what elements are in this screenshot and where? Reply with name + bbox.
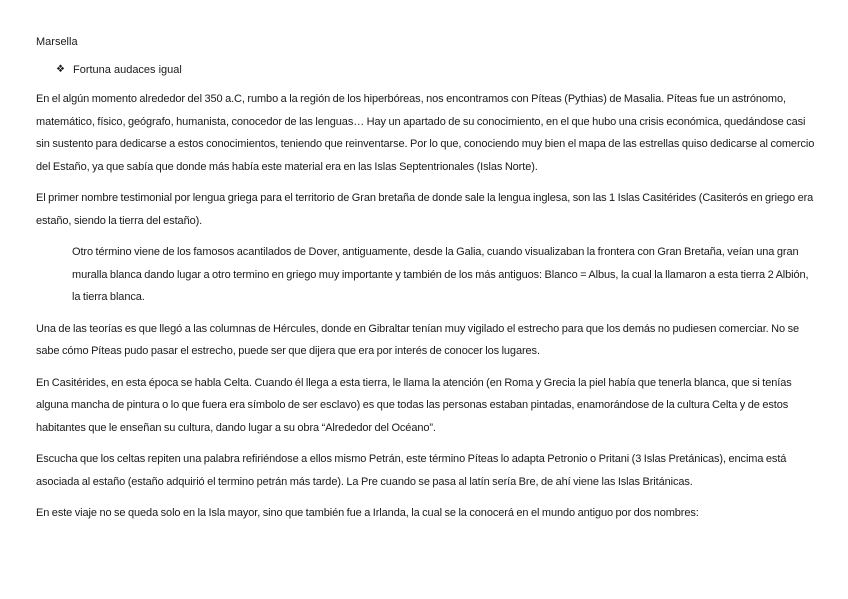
paragraph-albion: Otro término viene de los famosos acantilados de Dover, antiguamente, desde la Galia, cuando visualizaban la frontera con Gran Bretaña, veían una gran muralla blanca dando lugar a otro termino en griego muy importante y también de los más antiguos: Blanco = Albus, la cual la llamaron a esta tierra 2 Albión, la tierra blanca. bbox=[72, 246, 809, 303]
paragraph-hercules: Una de las teorías es que llegó a las columnas de Hércules, donde en Gibraltar tenían muy vigilado el estrecho para que los demás no pudiesen comerciar. No se sabe cómo Píteas pudo pasar el estrecho, puede ser que dijera que era por interés de conocer los lugares. bbox=[36, 322, 800, 357]
diamond-bullet-icon: ❖ bbox=[56, 64, 65, 75]
paragraph-petran: Escucha que los celtas repiten una palabra refiriéndose a ellos mismo Petrán, este término Píteas lo adapta Petronio o Pritani (3 Islas Pretánicas), encima está asociada al estaño (estaño adquirió el termino petrán más tarde). La Pre cuando se pasa al latín sería Bre, de ahí viene las Islas Británicas. bbox=[36, 453, 787, 488]
document-heading: Marsella bbox=[36, 36, 78, 48]
bullet-item bbox=[56, 62, 816, 78]
paragraph-casiterides: El primer nombre testimonial por lengua griega para el territorio de Gran bretaña de donde sale la lengua inglesa, son las 1 Islas Casitérides (Casiterós en griego era estaño, siendo la tierra del estaño). bbox=[36, 192, 814, 227]
paragraph-irlanda: En este viaje no se queda solo en la Isla mayor, sino que también fue a Irlanda, la cual se la conocerá en el mundo antiguo por dos nombres: bbox=[36, 507, 699, 519]
paragraph-piteas-intro: En el algún momento alrededor del 350 a.C, rumbo a la región de los hiperbóreas, nos encontramos con Píteas (Pythias) de Masalia. Píteas fue un astrónomo, matemático, físico, geógrafo, humanista, conocedor de las lenguas… Hay un apartado de su conocimiento, en el que hubo una crisis económica, quedándose casi sin sustento para dedicarse a estos conocimientos, teniendo que reinventarse. Por lo que, conociendo muy bien el mapa de las estrellas quiso dedicarse al comercio del Estaño, ya que sabía que donde más había este material era en las Islas Septentrionales (Islas Norte). bbox=[36, 93, 815, 173]
bullet-text: Fortuna audaces igual bbox=[73, 64, 182, 76]
document-page bbox=[36, 34, 816, 534]
paragraph-celta: En Casitérides, en esta época se habla Celta. Cuando él llega a esta tierra, le llama la atención (en Roma y Grecia la piel había que tenerla blanca, que si tenías alguna mancha de pintura o lo que fuera era símbolo de ser esclavo) es que todas las personas estaban pintadas, enamorándose de la cultura Celta y de estos habitantes que le enseñan su cultura, dando lugar a su obra “Alrededor del Océano”. bbox=[36, 376, 792, 434]
